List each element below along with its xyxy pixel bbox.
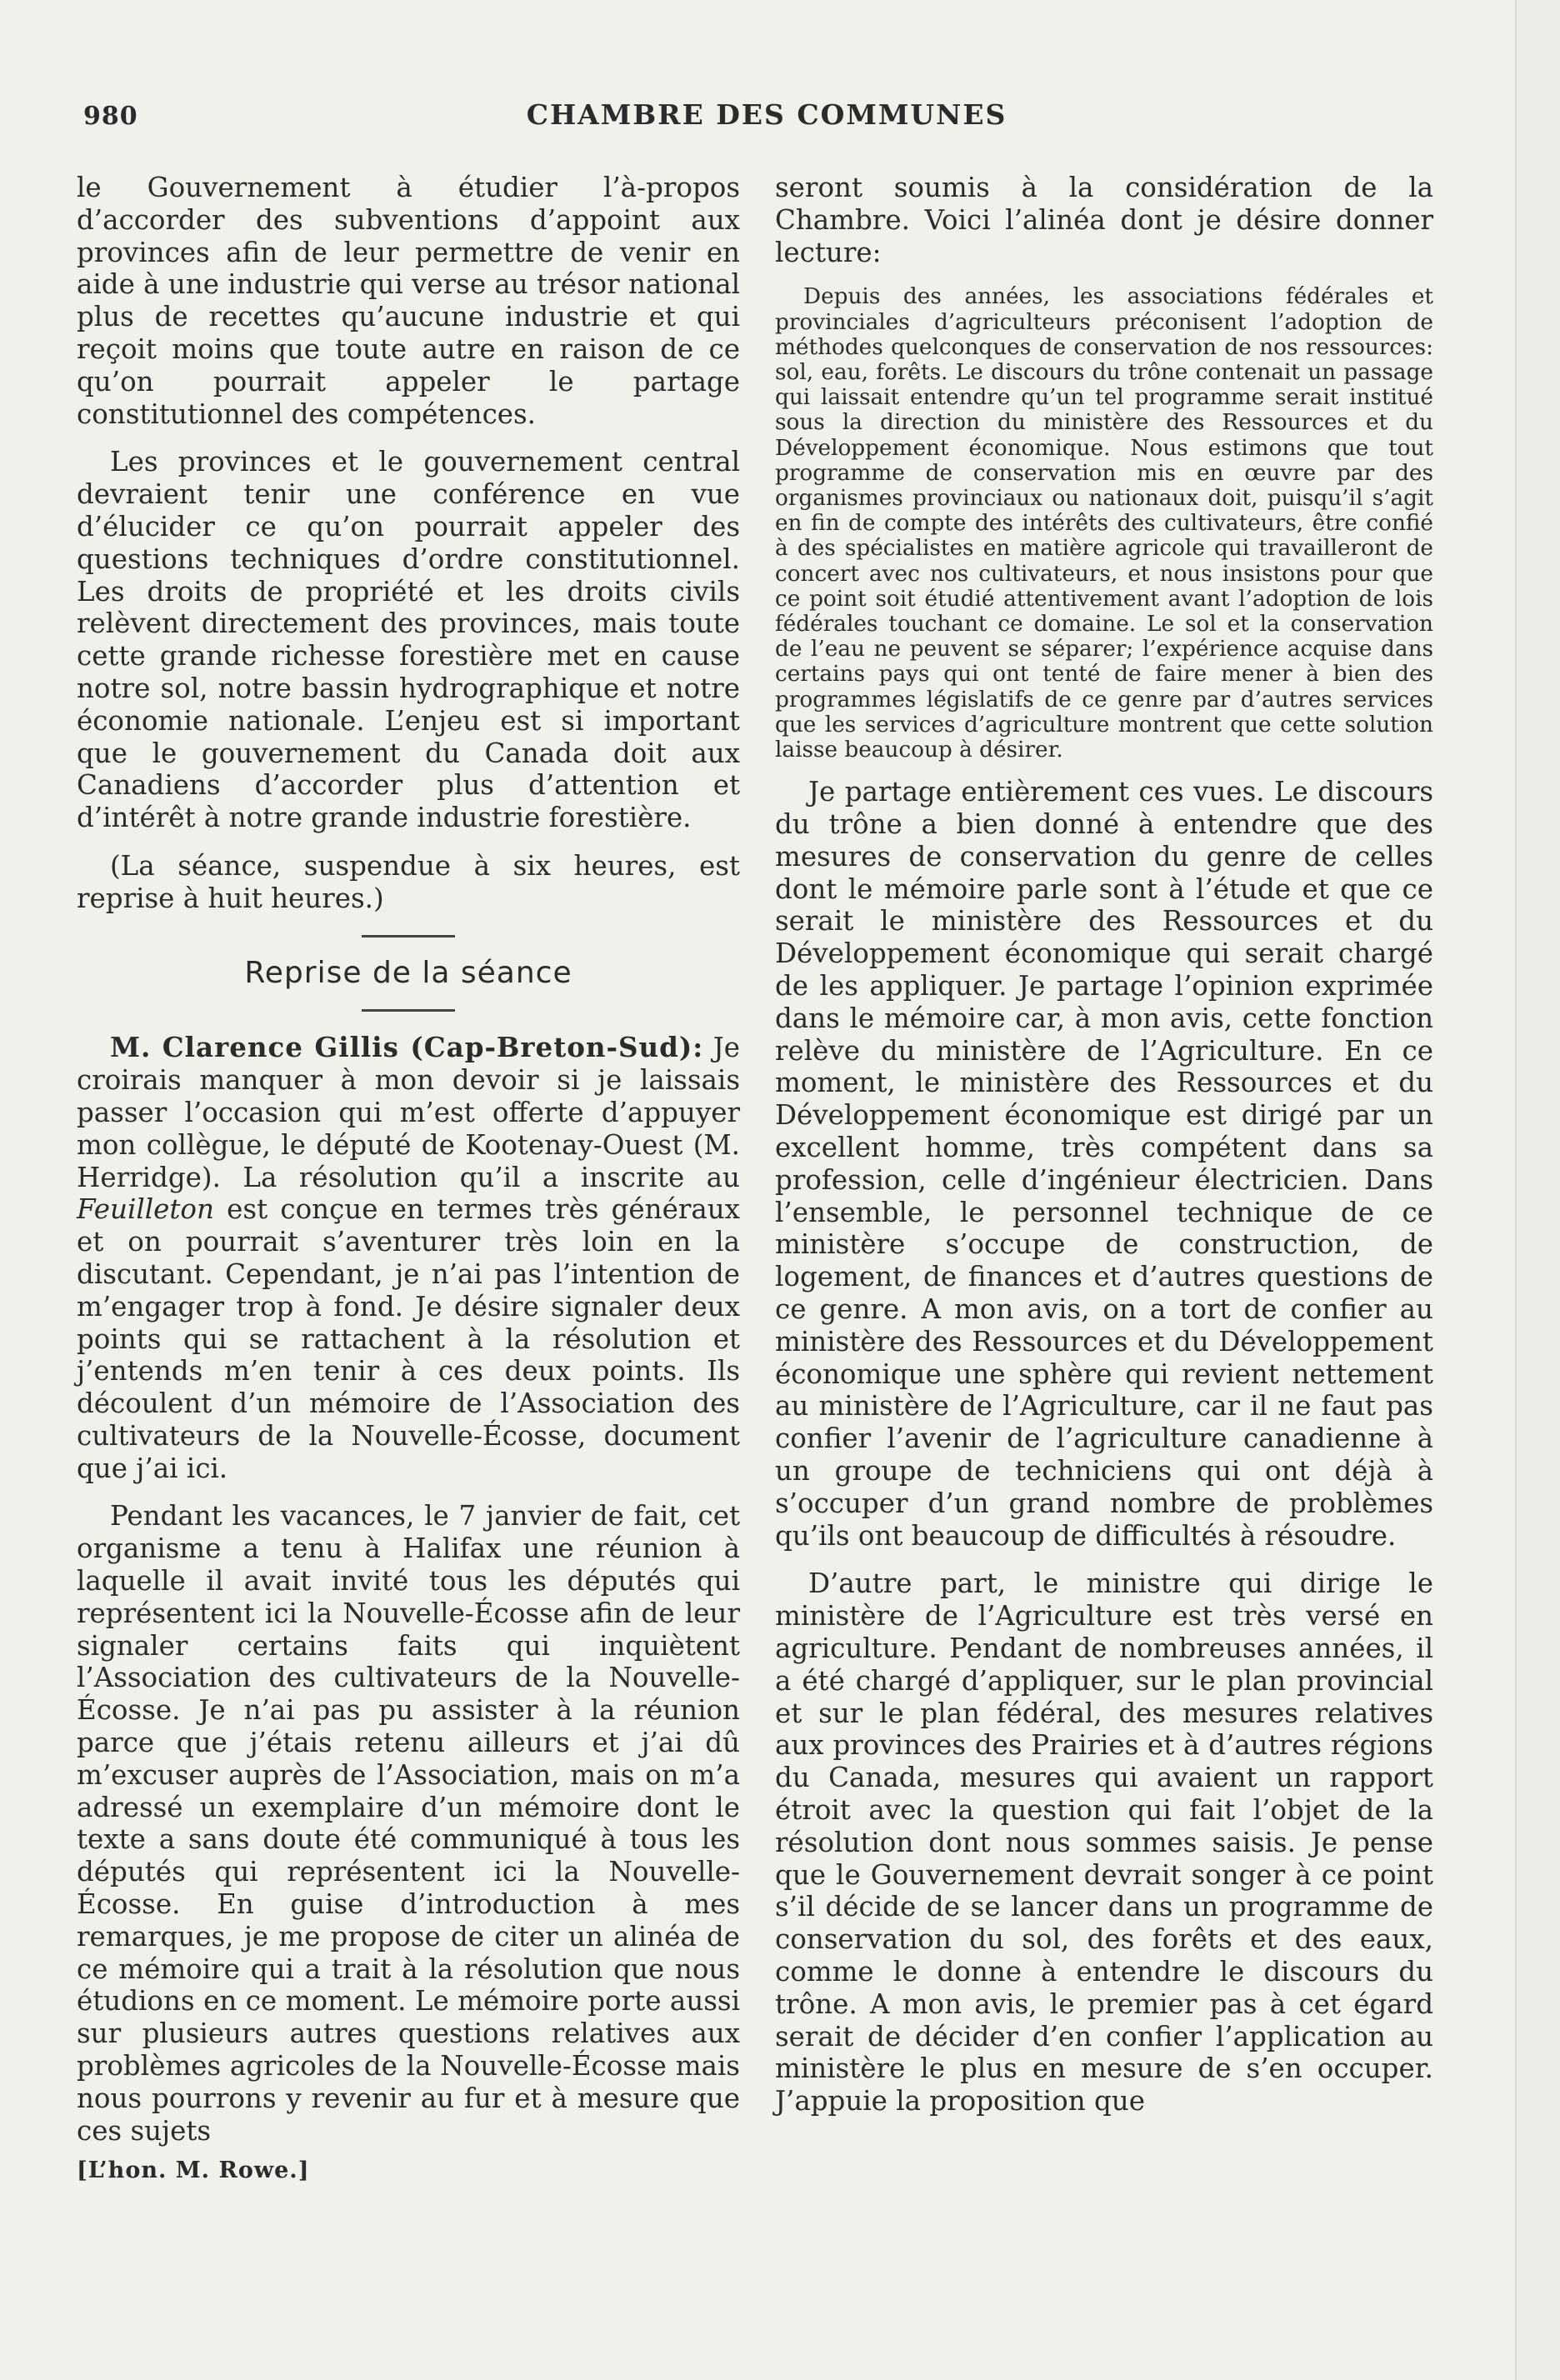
paragraph: Je partage entièrement ces vues. Le discours du trône a bien donné à entendre que des mesures de conservation du genre de celles dont le mémoire parle sont à l’étude et que ce serait le ministère des Ressources et du Développement économique qui serait chargé de les appliquer. Je partage l’opinion exprimée dans le mémoire car, à mon avis, cette fonction relève du ministère de l’Agriculture. En ce moment, le ministère des Ressources et du Développement économique est dirigé par un excellent homme, très compétent dans sa profession, celle d’ingénieur électricien. Dans l’ensemble, le personnel technique de ce ministère s’occupe de construction, de logement, de finances et d’autres questions de ce genre. A mon avis, on a tort de confier au ministère des Ressources et du Développement économique une sphère qui revient nettement au ministère de l’Agriculture, car il ne faut pas confier l’avenir de l’agriculture canadienne à un groupe de techniciens qui ont déjà à s’occuper d’un grand nombre de problèmes qu’ils ont beaucoup de difficultés à résoudre.: [775, 776, 1433, 1552]
speech-text: Je croirais manquer à mon devoir si je laissais passer l’occasion qui m’est offerte d’appuyer mon collègue, le député de Kootenay-Ouest (M. Herridge). La résolution qu’il a inscrite au: [77, 1032, 741, 1193]
paragraph: Les provinces et le gouvernement central devraient tenir une conférence en vue d’élucider ce qu’on pourrait appeler des questions techniques d’ordre constitutionnel. Les droits de propriété et les droits civils relèvent directement des provinces, mais toute cette grande richesse forestière met en cause notre sol, notre bassin hydrographique et notre économie nationale. L’enjeu est si important que le gouvernement du Canada doit aux Canadiens d’accorder plus d’attention et d’intérêt à notre grande industrie forestière.: [77, 446, 740, 834]
page-number: 980: [83, 102, 138, 131]
divider-bottom: [362, 1009, 455, 1012]
paragraph: le Gouvernement à étudier l’à-propos d’accorder des subventions d’appoint aux provinces afin de leur permettre de venir en aide à une industrie qui verse au trésor national plus de recettes qu’aucune industrie et qui reçoit moins que toute autre en raison de ce qu’on pourrait appeler le partage constitutionnel des compétences.: [77, 172, 741, 430]
section-heading: Reprise de la séance: [244, 955, 572, 990]
page-header: [83, 98, 1450, 140]
speaker-attribution: [L’hon. M. Rowe.]: [77, 2158, 310, 2184]
left-column: [77, 172, 740, 2188]
right-column: [775, 172, 1433, 2133]
paragraph: Pendant les vacances, le 7 janvier de fait, cet organisme a tenu à Halifax une réunion à laquelle il avait invité tous les députés qui représentent ici la Nouvelle-Écosse afin de leur signaler certains faits qui inquiètent l’Association des cultivateurs de la Nouvelle-Écosse. Je n’ai pas pu assister à la réunion parce que j’étais retenu ailleurs et j’ai dû m’excuser auprès de l’Association, mais on m’a adressé un exemplaire d’un mémoire dont le texte a sans doute été communiqué à tous les députés qui représentent ici la Nouvelle-Écosse. En guise d’introduction à mes remarques, je me propose de citer un alinéa de ce mémoire qui a trait à la résolution que nous étudions en ce moment. Le mémoire porte aussi sur plusieurs autres questions relatives aux problèmes agricoles de la Nouvelle-Écosse mais nous pourrons y revenir au fur et à mesure que ces sujets: [77, 1500, 740, 2147]
speech-text: est conçue en termes très généraux et on pourrait s’aventurer très loin en la discutant. Cependant, je n’ai pas l’intention de m’engager trop à fond. Je désire signaler deux points qui se rattachent à la résolution et j’entends m’en tenir à ces deux points. Ils découlent d’un mémoire de l’Association des cultivateurs de la Nouvelle-Écosse, document que j’ai ici.: [77, 1193, 740, 1484]
speech-paragraph: [77, 1032, 740, 1484]
speaker-name: M. Clarence Gillis (Cap-Breton-Sud):: [110, 1031, 704, 1064]
block-quote: Depuis des années, les associations fédérales et provinciales d’agriculteurs préconisent l’adoption de méthodes quelconques de conservation de nos ressources: sol, eau, forêts. Le discours du trône contenait un passage qui laissait entendre qu’un tel programme serait institué sous la direction du ministère des Ressources et du Développement économique. Nous estimons que tout programme de conservation mis en œuvre par des organismes provinciaux ou nationaux doit, puisqu’il s’agit en fin de compte des intérêts des cultivateurs, être confié à des spécialistes en matière agricole qui travailleront de concert avec nos cultivateurs, et nous insistons pour que ce point soit étudié attentivement avant l’adoption de lois fédérales touchant ce domaine. Le sol et la conservation de l’eau ne peuvent se séparer; l’expérience acquise dans certains pays qui ont tenté de faire mener à bien des programmes législatifs de ce genre par d’autres services que les services d’agriculture montrent que cette solution laisse beaucoup à désirer.: [775, 284, 1433, 763]
italic-term: Feuilleton: [77, 1193, 214, 1226]
paragraph: seront soumis à la considération de la Chambre. Voici l’alinéa dont je désire donner lecture:: [775, 172, 1433, 268]
paragraph: D’autre part, le ministre qui dirige le ministère de l’Agriculture est très versé en agriculture. Pendant de nombreuses années, il a été chargé d’appliquer, sur le plan provincial et sur le plan fédéral, des mesures relatives aux provinces des Prairies et à d’autres régions du Canada, mesures qui avaient un rapport étroit avec la question qui fait l’objet de la résolution dont nous sommes saisis. Je pense que le Gouvernement devrait songer à ce point s’il décide de se lancer dans un programme de conservation du sol, des forêts et des eaux, comme le donne à entendre le discours du trône. A mon avis, le premier pas à cet égard serait de décider d’en confier l’application au ministère le plus en mesure de s’en occuper. J’appuie la proposition que: [775, 1568, 1433, 2118]
session-note: (La séance, suspendue à six heures, est reprise à huit heures.): [77, 849, 740, 914]
divider-top: [362, 935, 455, 938]
running-title: CHAMBRE DES COMMUNES: [526, 98, 1008, 131]
